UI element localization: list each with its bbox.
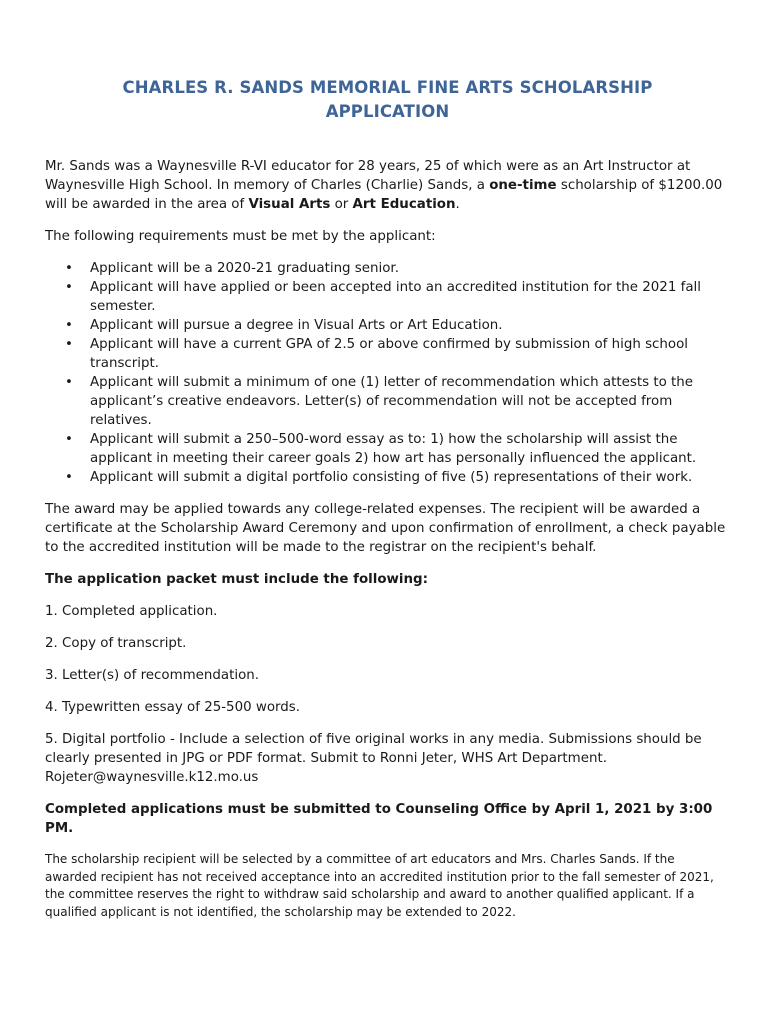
packet-item-3: 3. Letter(s) of recommendation. — [45, 668, 260, 683]
intro-text-b: scholarship of $1200.00 will be awarded in the area of — [45, 178, 723, 212]
contact-email: Rojeter@waynesville.k12.mo.us — [45, 770, 259, 785]
intro-bold-art-education: Art Education — [352, 197, 456, 212]
packet-item-2: 2. Copy of transcript. — [45, 636, 187, 651]
requirement-item: • Applicant will pursue a degree in Visual Arts or Art Education. — [45, 316, 730, 335]
page-title — [45, 76, 730, 124]
intro-bold-one-time: one-time — [489, 178, 557, 193]
document-page — [45, 76, 730, 921]
requirement-item: • Applicant will have applied or been accepted into an accredited institution for the 2021 fall semester. — [45, 278, 730, 316]
intro-paragraph — [45, 157, 730, 214]
requirement-item: • Applicant will submit a 250–500-word essay as to: 1) how the scholarship will assist the applicant in meeting their career goals 2) how art has personally influenced the applicant. — [45, 430, 730, 468]
packet-item-1: 1. Completed application. — [45, 604, 218, 619]
requirement-item: • Applicant will submit a minimum of one (1) letter of recommendation which attests to the applicant’s creative endeavors. Letter(s) of recommendation will not be accepted from relatives. — [45, 373, 730, 430]
selection-note: The scholarship recipient will be selected by a committee of art educators and Mrs. Charles Sands. If the awarded recipient has not received acceptance into an accredited institution prior to the fall semester of 2021, the committee reserves the right to withdraw said scholarship and award to another qualified applicant. If a qualified applicant is not identified, the scholarship may be extended to 2022. — [45, 852, 714, 919]
title-line-1: CHARLES R. SANDS MEMORIAL FINE ARTS SCHOLARSHIP — [122, 78, 653, 97]
packet-item-5-text: 5. Digital portfolio - Include a selection of five original works in any media. Submissions should be clearly presented in JPG or PDF format. Submit to Ronni Jeter, WHS Art Department. — [45, 732, 702, 766]
intro-text-a: Mr. Sands was a Waynesville R-VI educator for 28 years, 25 of which were as an Art Instructor at Waynesville High School. In memory of Charles (Charlie) Sands, a — [45, 159, 691, 193]
requirement-item: • Applicant will be a 2020-21 graduating senior. — [45, 259, 730, 278]
requirements-heading: The following requirements must be met by the applicant: — [45, 229, 436, 244]
intro-text-d: . — [455, 197, 460, 212]
requirement-item: • Applicant will submit a digital portfolio consisting of five (5) representations of their work. — [45, 468, 730, 487]
packet-item-5 — [45, 730, 730, 787]
packet-heading: The application packet must include the following: — [45, 572, 428, 587]
requirements-list — [45, 259, 730, 487]
award-paragraph: The award may be applied towards any college-related expenses. The recipient will be awarded a certificate at the Scholarship Award Ceremony and upon confirmation of enrollment, a check payable to the accredited institution will be made to the registrar on the recipient's behalf. — [45, 502, 726, 555]
intro-text-c: or — [330, 197, 353, 212]
packet-item-4: 4. Typewritten essay of 25-500 words. — [45, 700, 301, 715]
deadline-notice: Completed applications must be submitted to Counseling Office by April 1, 2021 by 3:00 PM. — [45, 802, 713, 836]
intro-bold-visual-arts: Visual Arts — [248, 197, 331, 212]
requirement-item: • Applicant will have a current GPA of 2.5 or above confirmed by submission of high school transcript. — [45, 335, 730, 373]
title-line-2: APPLICATION — [325, 102, 450, 121]
